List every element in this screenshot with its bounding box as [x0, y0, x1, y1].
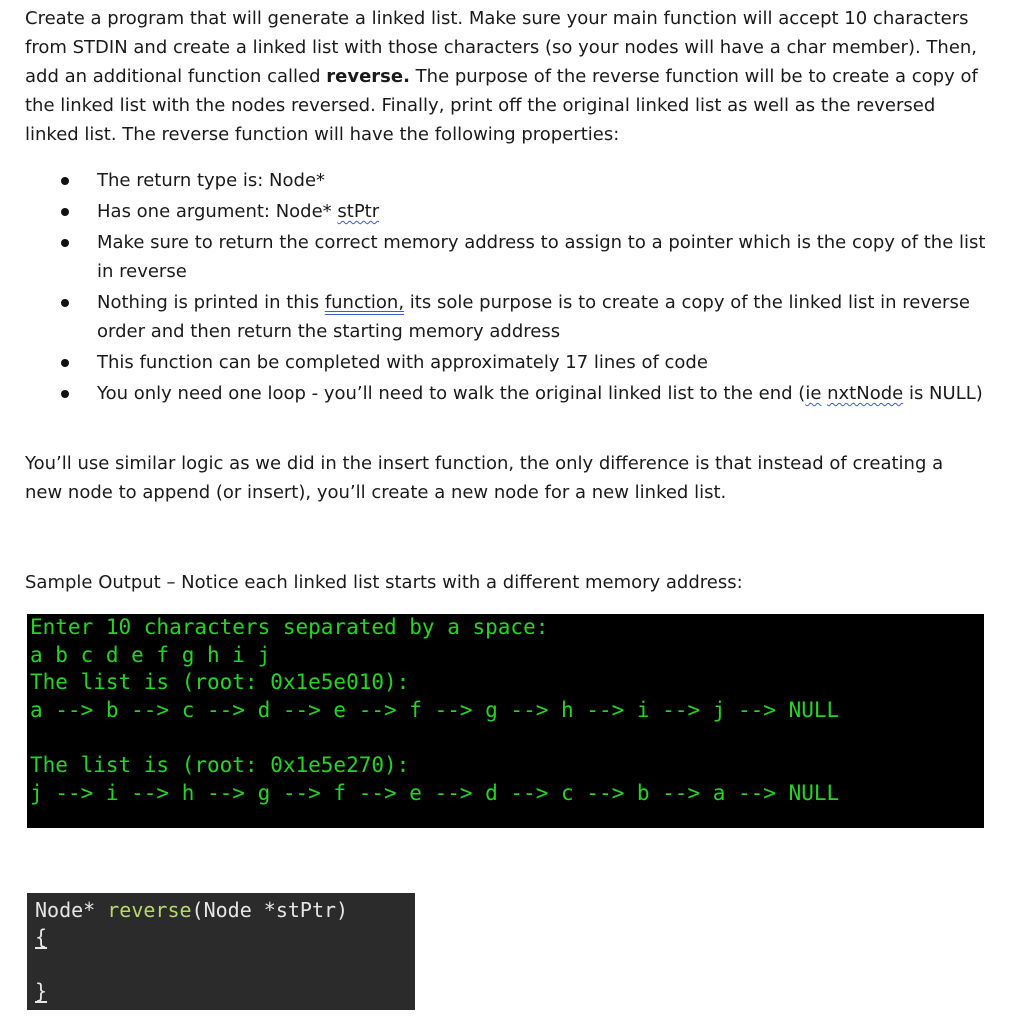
terminal-line: j --> i --> h --> g --> f --> e --> d --> c --> b --> a --> NULL: [30, 781, 840, 806]
list-item-text: its sole purpose is to create a copy of the linked list in reverse order and then return the starting memory address: [97, 292, 970, 342]
list-item-text: Nothing is printed in this: [97, 292, 325, 313]
list-item: [0, 166, 990, 195]
list-item: [0, 288, 990, 346]
spellcheck-word: nxtNode: [827, 383, 904, 404]
bullet-icon: [61, 177, 69, 185]
terminal-line: a --> b --> c --> d --> e --> f --> g --> h --> i --> j --> NULL: [30, 698, 840, 723]
list-item: [0, 197, 990, 226]
intro-text-1: Create a program that will generate a linked list. Make sure your main function will accept 10 characters from STDIN and create a linked list with those characters (so your nodes will have a char member). Then, add an additional function called: [25, 8, 978, 87]
list-item-text: is NULL): [903, 383, 983, 404]
list-item-text: The return type is: Node*: [97, 170, 326, 191]
bullet-icon: [61, 239, 69, 247]
list-item: [0, 348, 990, 377]
terminal-line: [27, 725, 984, 753]
terminal-line: The list is (root: 0x1e5e270):: [30, 753, 410, 778]
properties-list: [0, 166, 990, 410]
code-line: [35, 897, 415, 924]
grammar-word: function,: [324, 292, 405, 313]
bullet-icon: [61, 390, 69, 398]
bullet-icon: [61, 299, 69, 307]
intro-text-2: The purpose of the reverse function will be to create a copy of the linked list with the nodes reversed. Finally, print off the original linked list as well as the reversed linked list. The reverse function will have the following properties:: [25, 66, 978, 145]
intro-bold-reverse: reverse.: [326, 66, 410, 87]
list-item: [0, 379, 990, 408]
code-line: [35, 951, 415, 978]
logic-paragraph: You’ll use similar logic as we did in the insert function, the only difference is that instead of creating a new node to append (or insert), you’ll create a new node for a new linked list.: [25, 453, 944, 503]
list-item: [0, 228, 990, 286]
terminal-line: Enter 10 characters separated by a space:: [30, 615, 549, 639]
code-line: [35, 924, 415, 951]
list-item-text: You only need one loop - you’ll need to walk the original linked list to the end (: [97, 383, 806, 404]
code-close-brace: }: [35, 979, 48, 1003]
code-function-name: reverse: [107, 898, 192, 922]
code-args: (Node *stPtr): [191, 898, 349, 922]
bullet-icon: [61, 359, 69, 367]
list-item-text: This function can be completed with approximately 17 lines of code: [97, 352, 708, 373]
code-open-brace: {: [35, 925, 48, 949]
code-snippet: [27, 893, 415, 1010]
terminal-line: The list is (root: 0x1e5e010):: [30, 670, 410, 695]
terminal-line: a b c d e f g h i j: [30, 642, 271, 667]
intro-paragraph: [25, 4, 985, 149]
sample-output-heading: Sample Output – Notice each linked list starts with a different memory address:: [25, 572, 743, 593]
code-return-type: Node*: [35, 898, 108, 922]
list-item-text: Make sure to return the correct memory address to assign to a pointer which is the copy of the list in reverse: [97, 232, 986, 282]
code-line: [35, 978, 415, 1005]
terminal-output: [27, 614, 984, 828]
spellcheck-word: ie: [805, 383, 822, 404]
list-item-text: Has one argument: Node*: [97, 201, 338, 222]
bullet-icon: [61, 208, 69, 216]
spellcheck-word: stPtr: [337, 201, 380, 222]
